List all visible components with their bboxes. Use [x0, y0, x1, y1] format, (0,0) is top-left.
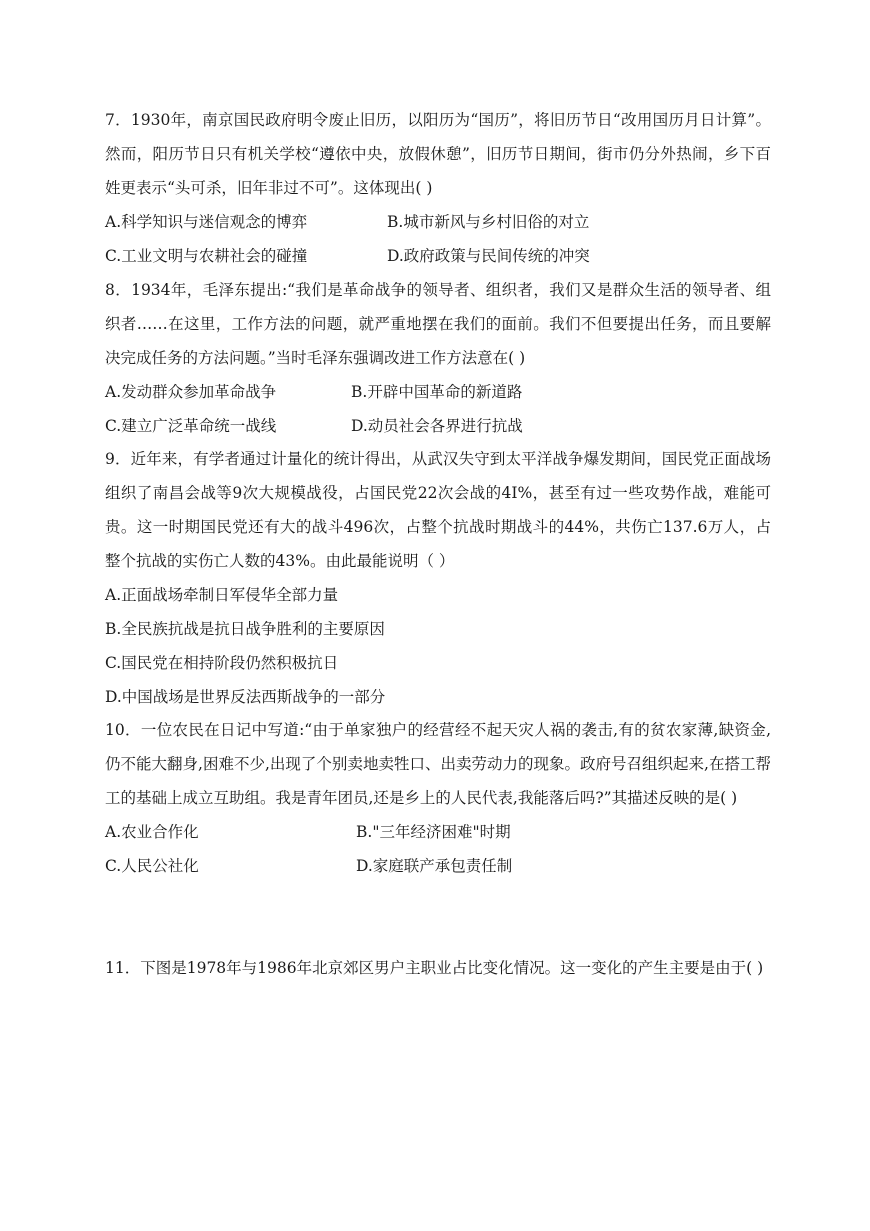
question-10-options-row-2: [105, 849, 771, 883]
question-11-stem: 11．下图是1978年与1986年北京郊区男户主职业占比变化情况。这一变化的产生主要是由于( ): [105, 959, 764, 977]
question-9: [105, 442, 771, 714]
question-8-stem: 8．1934年，毛泽东提出:“我们是革命战争的领导者、组织者，我们又是群众生活的领导者、组织者……在这里，工作方法的问题，就严重地摆在我们的面前。我们不但要提出任务，而且要解决完成任务的方法问题。”当时毛泽东强调改进工作方法意在( ): [105, 281, 771, 367]
question-7-stem: 7．1930年，南京国民政府明令废止旧历，以阳历为“国历”，将旧历节日“改用国历月日计算”。然而，阳历节日只有机关学校“遵依中央，放假休憩”，旧历节日期间，街市仍分外热闹，乡下百姓更表示“头可杀，旧年非过不可”。这体现出( ): [105, 111, 771, 197]
question-8: [105, 273, 771, 443]
question-8-option-d: D.动员社会各界进行抗战: [351, 417, 523, 435]
question-10-option-d: D.家庭联产承包责任制: [356, 857, 513, 875]
question-8-option-b: B.开辟中国革命的新道路: [351, 383, 523, 401]
question-7-options-row-2: [105, 239, 771, 273]
question-9-option-b: B.全民族抗战是抗日战争胜利的主要原因: [105, 620, 385, 638]
question-7-option-c: C.工业文明与农耕社会的碰撞: [105, 247, 308, 265]
question-8-option-a: A.发动群众参加革命战争: [105, 383, 277, 401]
question-11: [105, 951, 771, 985]
question-10-stem: 10．一位农民在日记中写道:“由于单家独户的经营经不起天灾人祸的袭击,有的贫农家薄,缺资金,仍不能大翻身,困难不少,出现了个别卖地卖牲口、出卖劳动力的现象。政府号召组织起来,在搭工帮工的基础上成立互助组。我是青年团员,还是乡上的人民代表,我能落后吗?”其描述反映的是( ): [105, 721, 771, 807]
question-7-option-a: A.科学知识与迷信观念的博弈: [105, 213, 308, 231]
question-7-options-row-1: [105, 205, 771, 239]
question-7-option-d: D.政府政策与民间传统的冲突: [387, 247, 590, 265]
question-10-options-row-1: [105, 815, 771, 849]
question-8-options-row-2: [105, 409, 771, 443]
question-10-option-b: B."三年经济困难"时期: [356, 823, 511, 841]
question-9-option-c: C.国民党在相持阶段仍然积极抗日: [105, 654, 339, 672]
question-7: [105, 103, 771, 273]
question-9-option-d: D.中国战场是世界反法西斯战争的一部分: [105, 688, 386, 706]
question-8-options-row-1: [105, 375, 771, 409]
question-10-option-c: C.人民公社化: [105, 857, 199, 875]
question-7-option-b: B.城市新风与乡村旧俗的对立: [387, 213, 590, 231]
question-9-stem: 9．近年来，有学者通过计量化的统计得出，从武汉失守到太平洋战争爆发期间，国民党正面战场组织了南昌会战等9次大规模战役，占国民党22次会战的4I%，甚至有过一些攻势作战，难能可贵。这一时期国民党还有大的战斗496次，占整个抗战时期战斗的44%，共伤亡137.6万人，占整个抗战的实伤亡人数的43%。由此最能说明（ ）: [105, 450, 771, 570]
question-9-option-a: A.正面战场牵制日军侵华全部力量: [105, 586, 339, 604]
question-10-option-a: A.农业合作化: [105, 823, 199, 841]
question-10: [105, 713, 771, 883]
question-8-option-c: C.建立广泛革命统一战线: [105, 417, 277, 435]
